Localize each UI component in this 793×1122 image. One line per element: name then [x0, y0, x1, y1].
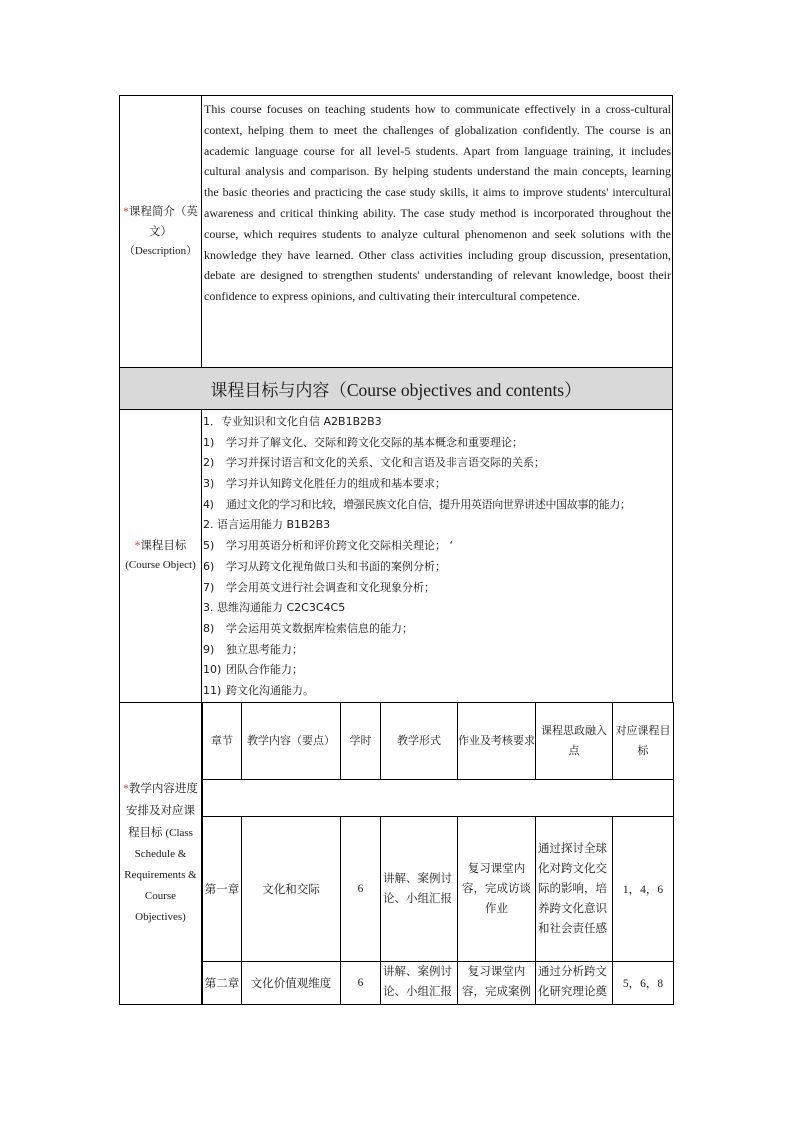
objectives-list [202, 410, 673, 703]
required-star: * [134, 540, 141, 553]
hours-cell: 6 [341, 816, 381, 961]
objective-number: 7) [203, 580, 215, 594]
objective-text: 团队合作能力； [226, 663, 303, 677]
objective-line [203, 536, 672, 557]
description-label [120, 96, 202, 368]
objective-line [203, 474, 672, 495]
header-ideology: 课程思政融入点 [536, 702, 613, 779]
table-row [203, 961, 674, 1004]
hours-cell: 6 [341, 961, 381, 1004]
objective-text: 2. 语言运用能力 B1B2B3 [203, 518, 331, 532]
objective-number: 5) [203, 539, 215, 553]
schedule-cell [202, 702, 673, 1005]
objective-number: 1) [203, 435, 215, 449]
ideology-cell: 通过分析跨文化研究理论奠 [536, 961, 613, 1004]
required-star: * [123, 783, 129, 796]
chapter-cell: 第二章 [203, 961, 242, 1004]
schedule-label-cn: 教学内容进度安排及对应课程目标 [126, 781, 198, 840]
objectives-label [120, 410, 202, 703]
objective-text: 1．专业知识和文化自信 A2B1B2B3 [203, 415, 382, 428]
objective-number: 2) [203, 456, 215, 470]
schedule-row [120, 702, 673, 1005]
objective-line [203, 681, 672, 702]
schedule-blank-row [203, 779, 674, 816]
objective-text: 学习从跨文化视角做口头和书面的案例分析； [226, 559, 446, 573]
objective-text: 学会用英文进行社会调查和文化现象分析； [226, 580, 435, 594]
schedule-table [202, 702, 674, 1005]
blank-cell [203, 779, 674, 816]
objective-line [203, 453, 672, 474]
required-star: * [123, 206, 129, 218]
table-row [203, 816, 674, 961]
objectives-label-en: (Course Object) [125, 559, 196, 572]
objective-text: 学习并了解文化、交际和跨文化交际的基本概念和重要理论； [226, 435, 523, 449]
header-form: 教学形式 [381, 702, 458, 779]
goals-cell: 5，6，8 [613, 961, 674, 1004]
homework-cell: 复习课堂内容，完成案例 [458, 961, 536, 1004]
description-row [120, 96, 673, 368]
header-hours: 学时 [341, 702, 381, 779]
objective-number: 11) [203, 683, 222, 697]
objective-line [203, 640, 672, 661]
syllabus-table [119, 95, 673, 1005]
objective-line [203, 495, 672, 516]
section-title-cn: 课程目标与内容 [210, 380, 330, 401]
chapter-cell: 第一章 [203, 816, 242, 961]
section-header-row [120, 368, 673, 410]
objective-text: 3. 思维沟通能力 C2C3C4C5 [203, 601, 346, 615]
objective-number: 6) [203, 559, 215, 573]
objective-text: 学会运用英文数据库检索信息的能力； [226, 621, 413, 635]
objective-line [203, 433, 672, 454]
objective-line [203, 557, 672, 578]
objective-number: 4) [203, 497, 214, 511]
form-cell: 讲解、案例讨论、小组汇报 [381, 816, 458, 961]
header-goals: 对应课程目标 [613, 702, 674, 779]
objective-line [203, 660, 672, 681]
course-syllabus-sheet [119, 95, 672, 1005]
header-content: 教学内容（要点） [242, 702, 341, 779]
form-cell: 讲解、案例讨论、小组汇报 [381, 961, 458, 1004]
schedule-label-en: (Class Schedule & Requirements & Course Objectives) [124, 827, 197, 924]
objective-text: 学习并认知跨文化胜任力的组成和基本要求； [226, 477, 446, 491]
section-title-en: （Course objectives and contents） [329, 379, 582, 400]
schedule-header-row [203, 702, 674, 779]
homework-cell: 复习课堂内容，完成访谈作业 [458, 816, 536, 961]
content-cell: 文化价值观维度 [242, 961, 341, 1004]
objective-text: 通过文化的学习和比较，增强民族文化自信，提升用英语向世界讲述中国故事的能力； [226, 497, 631, 511]
objective-line [203, 578, 672, 599]
objective-number: 10) [203, 663, 222, 677]
objective-number: 8) [203, 621, 215, 635]
section-header [120, 368, 673, 410]
objective-line [203, 412, 672, 433]
goals-cell: 1，4，6 [613, 816, 674, 961]
objectives-row [120, 410, 673, 703]
objective-text: 学习用英语分析和评价跨文化交际相关理论； ‘ [226, 539, 453, 553]
objective-text: 跨文化沟通能力。 [226, 683, 314, 697]
objective-text: 独立思考能力； [226, 642, 303, 656]
ideology-cell: 通过探讨全球化对跨文化交际的影响，培养跨文化意识和社会责任感 [536, 816, 613, 961]
description-text: This course focuses on teaching students how to communicate effectively in a cross-cultural context, helping them to meet the challenges of globalization confidently. The course is an academic language course for all level-5 students. Apart from language training, it includes cultural analysis and comparison. By helping students understand the main concepts, learning the basic theories and practicing the case study skills, it aims to improve students' intercultural awareness and critical thinking ability. The case study method is incorporated throughout the course, which requires students to analyze cultural phenomenon and seek solutions with the knowledge they have learned. Other class activities including group discussion, presentation, debate are designed to strengthen students' understanding of relevant knowledge, boost their confidence to express opinions, and cultivating their intercultural competence. [202, 96, 673, 368]
schedule-label [120, 702, 202, 1005]
objectives-label-cn: 课程目标 [140, 538, 187, 553]
objective-line [203, 598, 672, 619]
objective-line [203, 515, 672, 536]
header-chapter: 章节 [203, 702, 242, 779]
objective-text: 学习并探讨语言和文化的关系、文化和言语及非言语交际的关系； [226, 456, 545, 470]
description-label-en: （Description） [123, 245, 198, 257]
description-label-cn: 课程简介（英文） [128, 204, 198, 238]
content-cell: 文化和交际 [242, 816, 341, 961]
objective-number: 3) [203, 477, 215, 491]
objective-number: 9) [203, 642, 215, 656]
objective-line [203, 619, 672, 640]
header-homework: 作业及考核要求 [458, 702, 536, 779]
